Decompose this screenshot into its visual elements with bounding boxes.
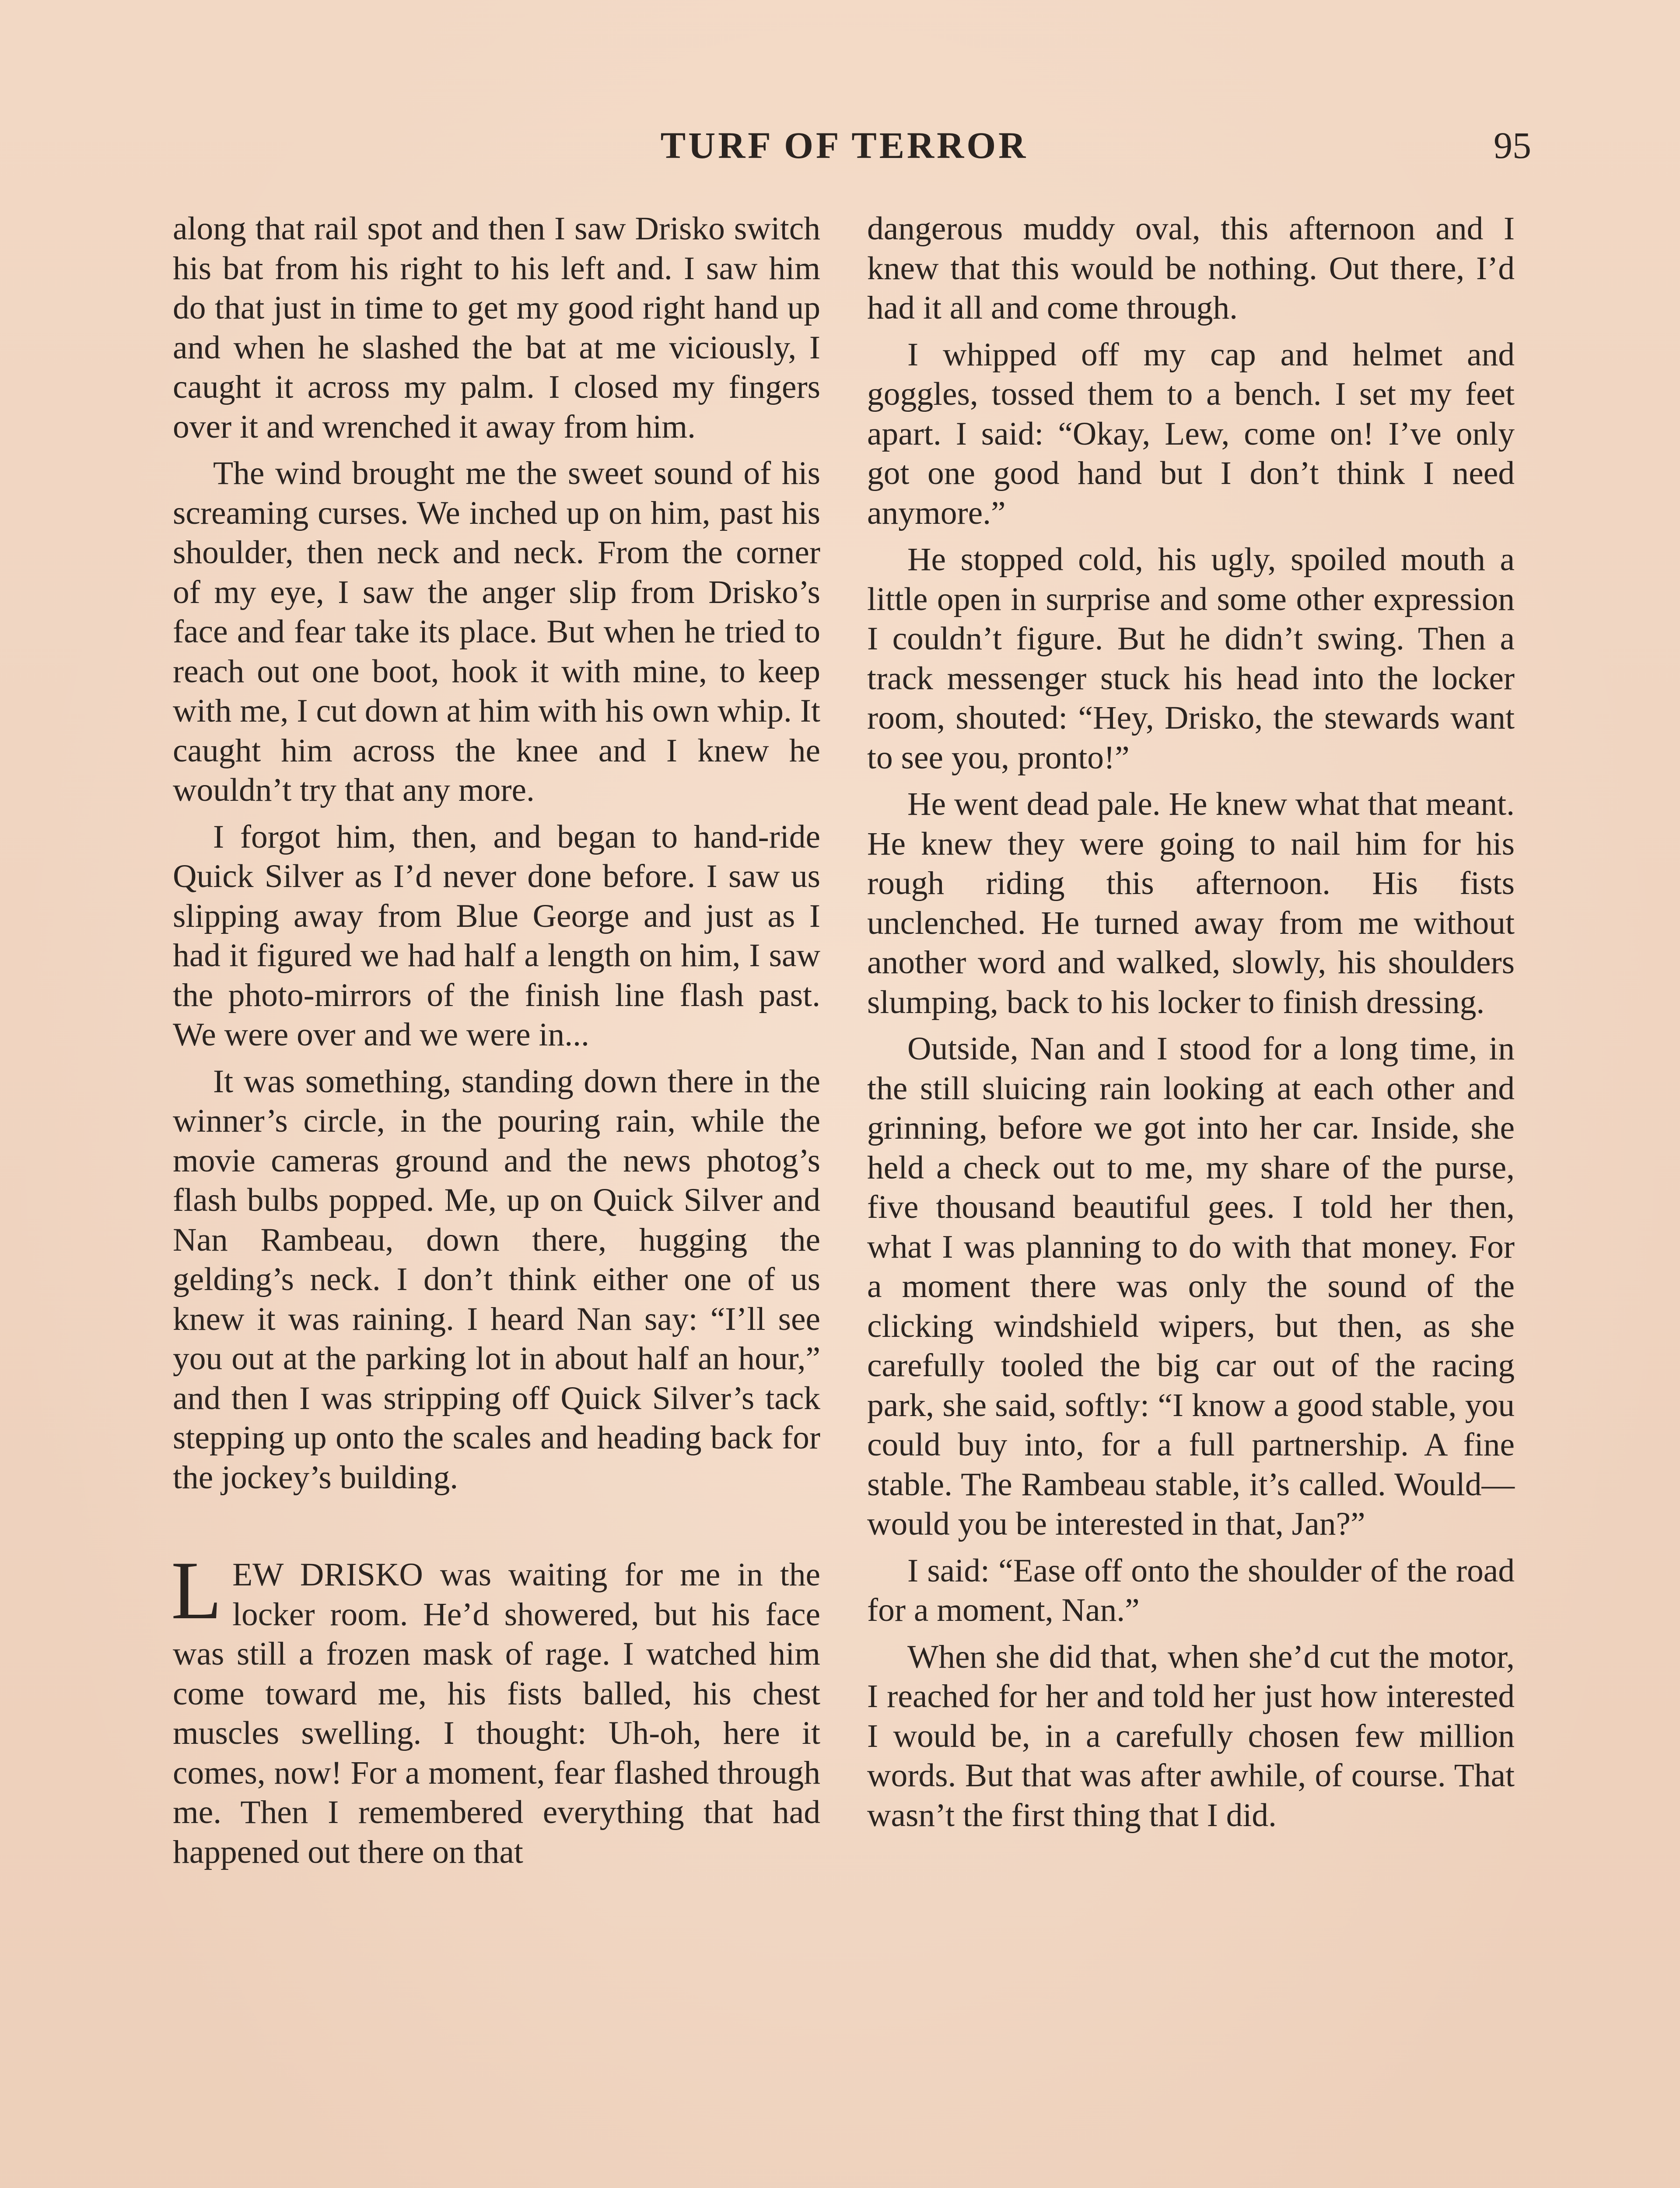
section-text: EW DRISKO was waiting for me in the locker room. He’d showered, but his face was still a frozen mask of rage. I watched him come toward me, his fists balled, his chest muscles swelling. I thought: Uh-oh, here it comes, now! For a moment, fear flashed through me. Then I remembered everything that had happened out there on that xyxy=(173,1557,820,1870)
paragraph: along that rail spot and then I saw Drisko switch his bat from his right to his left and. I saw him do that just in time to get my good right hand up and when he slashed the bat at me viciously, I caught it across my palm. I closed my fingers over it and wrenched it away from him. xyxy=(173,210,820,445)
paragraph: dangerous muddy oval, this afternoon and I knew that this would be nothing. Out there, I’d had it all and come through. xyxy=(867,210,1515,326)
paragraph: He stopped cold, his ugly, spoiled mouth a little open in surprise and some other expression I couldn’t figure. But he didn’t swing. Then a track messenger stuck his head into the locker room, shouted: “Hey, Drisko, the stewards want to see you, pronto!” xyxy=(867,541,1515,776)
left-column xyxy=(173,209,820,1879)
right-column xyxy=(867,209,1515,1842)
paragraph: When she did that, when she’d cut the motor, I reached for her and told her just how interested I would be, in a carefully chosen few million words. But that was after awhile, of course. That wasn’t the first thing that I did. xyxy=(867,1638,1515,1834)
section-paragraph xyxy=(171,1545,820,1872)
drop-cap: L xyxy=(171,1545,222,1637)
running-title: TURF OF TERROR xyxy=(660,124,1029,166)
paragraph: I said: “Ease off onto the shoulder of the road for a moment, Nan.” xyxy=(867,1552,1515,1628)
paragraph: He went dead pale. He knew what that meant. He knew they were going to nail him for his rough riding this afternoon. His fists unclenched. He turned away from me without another word and walked, slowly, his shoulders slumping, back to his locker to finish dressing. xyxy=(867,786,1515,1020)
paragraph: It was something, standing down there in the winner’s circle, in the pouring rain, while the movie cameras ground and the news photog’s flash bulbs popped. Me, up on Quick Silver and Nan Rambeau, down there, hugging the gelding’s neck. I don’t think either one of us knew it was raining. I heard Nan say: “I’ll see you out at the parking lot in about half an hour,” and then I was stripping off Quick Silver’s tack stepping up onto the scales and heading back for the jockey’s building. xyxy=(173,1063,820,1496)
page-number: 95 xyxy=(1494,124,1531,166)
paragraph: Outside, Nan and I stood for a long time, in the still sluicing rain looking at each other and grinning, before we got into her car. Inside, she held a check out to me, my share of the purse, five thousand beautiful gees. I told her then, what I was planning to do with that money. For a moment there was only the sound of the clicking windshield wipers, but then, as she carefully tooled the big car out of the racing park, she said, softly: “I know a good stable, you could buy into, for a full partnership. A fine stable. The Rambeau stable, it’s called. Would—would you be interested in that, Jan?” xyxy=(867,1031,1515,1542)
paragraph: I forgot him, then, and began to hand-ride Quick Silver as I’d never done before. I saw us slipping away from Blue George and just as I had it figured we had half a length on him, I saw the photo-mirrors of the finish line flash past. We were over and we were in... xyxy=(173,818,820,1053)
paragraph: The wind brought me the sweet sound of his screaming curses. We inched up on him, past his shoulder, then neck and neck. From the corner of my eye, I saw the anger slip from Drisko’s face and fear take its place. But when he tried to reach out one boot, hook it with mine, to keep with me, I cut down at him with his own whip. It caught him across the knee and I knew he wouldn’t try that any more. xyxy=(173,455,820,808)
paragraph: I whipped off my cap and helmet and goggles, tossed them to a bench. I set my feet apart. I said: “Okay, Lew, come on! I’ve only got one good hand but I don’t think I need anymore.” xyxy=(867,336,1515,531)
